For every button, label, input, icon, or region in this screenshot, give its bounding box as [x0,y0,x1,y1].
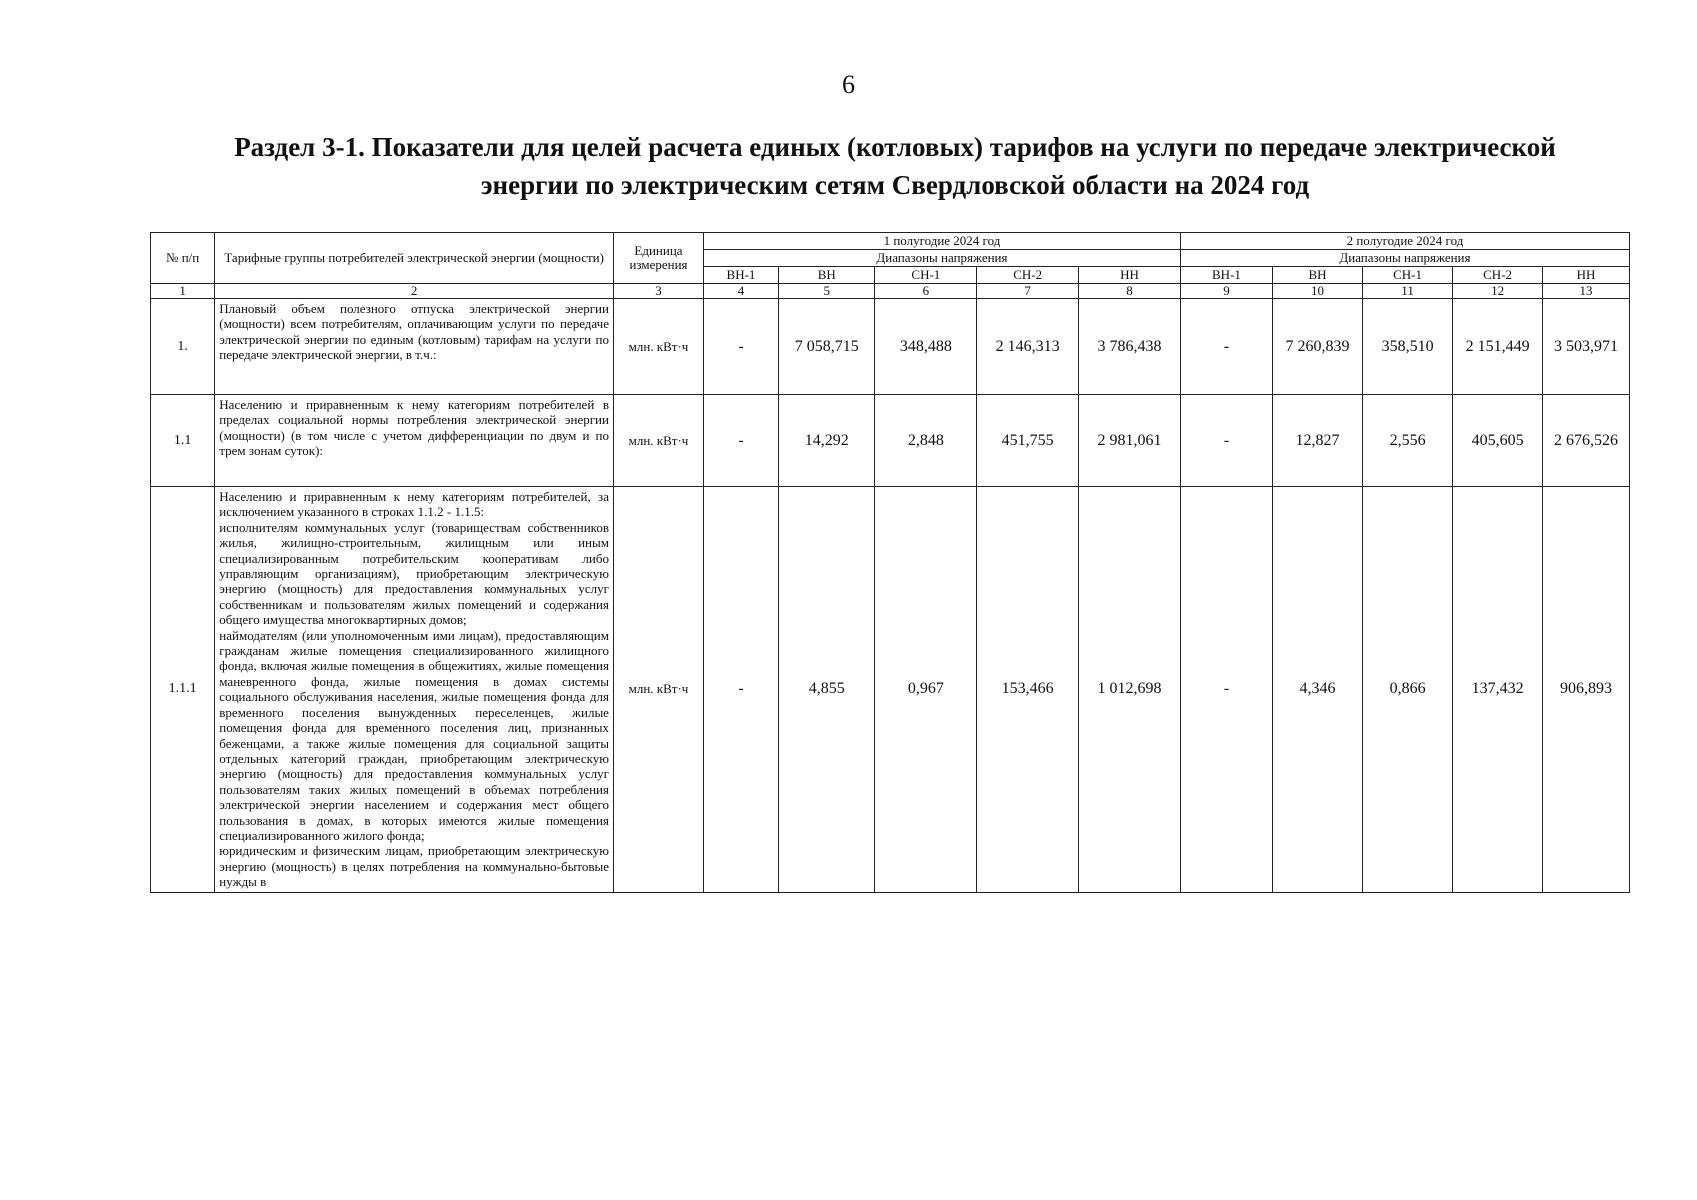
value-cell: - [1180,487,1272,893]
page-title [170,128,1620,204]
value-cell: - [703,299,778,395]
value-cell: 137,432 [1453,487,1543,893]
header-level: НН [1079,267,1181,284]
title-line-2: энергии по электрическим сетям Свердловской области на 2024 год [480,170,1310,200]
header-level: ВН-1 [1180,267,1272,284]
row-description [215,299,614,395]
table-row [151,299,1630,395]
value-cell: 348,488 [875,299,977,395]
row-description [215,395,614,487]
column-number: 8 [1079,284,1181,299]
header-unit: Единица измерения [613,233,703,284]
page-number: 6 [842,70,855,99]
row-description [215,487,614,893]
header-num: № п/п [151,233,215,284]
value-cell: 14,292 [779,395,875,487]
row-id: 1.1 [151,395,215,487]
column-number: 2 [215,284,614,299]
column-number: 4 [703,284,778,299]
row-id: 1. [151,299,215,395]
header-ranges-1: Диапазоны напряжения [703,250,1180,267]
column-numbers-row [151,284,1630,299]
column-number: 12 [1453,284,1543,299]
row-text: Плановый объем полезного отпуска электрической энергии (мощности) всем потребителям, оплачивающим услуги по передаче электрической энергии по единым (котловым) тарифам на услуги по передаче электрической энергии, в т.ч.: [219,301,609,363]
header-level: ВН [1273,267,1363,284]
value-cell: - [703,487,778,893]
value-cell: 0,967 [875,487,977,893]
row-unit: млн. кВт·ч [613,299,703,395]
header-half-1: 1 полугодие 2024 год [703,233,1180,250]
value-cell: - [1180,299,1272,395]
table-row [151,487,1630,893]
value-cell: 7 058,715 [779,299,875,395]
title-line-1: Раздел 3-1. Показатели для целей расчета единых (котловых) тарифов на услуги по передаче электрической [234,132,1556,162]
value-cell: 906,893 [1543,487,1630,893]
header-level: СН-1 [1363,267,1453,284]
row-text: юридическим и физическим лицам, приобретающим электрическую энергию (мощность) в целях потребления на коммунально-бытовые нужды в [219,843,609,890]
value-cell: 405,605 [1453,395,1543,487]
column-number: 11 [1363,284,1453,299]
value-cell: 451,755 [977,395,1079,487]
header-ranges-2: Диапазоны напряжения [1180,250,1629,267]
column-number: 1 [151,284,215,299]
column-number: 9 [1180,284,1272,299]
value-cell: - [703,395,778,487]
row-text: Населению и приравненным к нему категориям потребителей, за исключением указанного в строках 1.1.2 - 1.1.5: [219,489,609,520]
header-level: ВН-1 [703,267,778,284]
header-group: Тарифные группы потребителей электрической энергии (мощности) [215,233,614,284]
header-level: СН-2 [977,267,1079,284]
column-number: 7 [977,284,1079,299]
value-cell: 7 260,839 [1273,299,1363,395]
value-cell: 2,848 [875,395,977,487]
column-number: 13 [1543,284,1630,299]
value-cell: 153,466 [977,487,1079,893]
value-cell: 1 012,698 [1079,487,1181,893]
header-level: ВН [779,267,875,284]
value-cell: 3 786,438 [1079,299,1181,395]
value-cell: - [1180,395,1272,487]
row-unit: млн. кВт·ч [613,395,703,487]
value-cell: 2,556 [1363,395,1453,487]
row-unit: млн. кВт·ч [613,487,703,893]
value-cell: 3 503,971 [1543,299,1630,395]
row-text: исполнителям коммунальных услуг (товариществам собственников жилья, жилищно-строительным, жилищным или иным специализированным потребительским кооперативам либо управляющим организациям), приобретающим электрическую энергию (мощность) для предоставления коммунальных услуг собственникам и пользователям жилых помещений и содержания общего имущества многоквартирных домов; [219,519,609,628]
header-level: НН [1543,267,1630,284]
value-cell: 2 146,313 [977,299,1079,395]
value-cell: 12,827 [1273,395,1363,487]
value-cell: 4,346 [1273,487,1363,893]
header-level: СН-1 [875,267,977,284]
row-text: наймодателям (или уполномоченным ими лицам), предоставляющим гражданам жилые помещения специализированного жилищного фонда, включая жилые помещения в общежитиях, жилые помещения маневренного фонда, жилые помещения в домах системы социального обслуживания населения, жилые помещения фонда для временного поселения вынужденных переселенцев, жилые помещения фонда для временного поселения лиц, признанных беженцами, а также жилые помещения для социальной защиты отдельных категорий граждан, приобретающим электрическую энергию (мощность) для предоставления коммунальных услуг пользователям таких жилых помещений в объемах потребления электрической энергии населением и содержания мест общего пользования в домах, в которых имеются жилые помещения специализированного жилого фонда; [219,627,609,843]
row-id: 1.1.1 [151,487,215,893]
value-cell: 4,855 [779,487,875,893]
header-level: СН-2 [1453,267,1543,284]
header-half-2: 2 полугодие 2024 год [1180,233,1629,250]
column-number: 5 [779,284,875,299]
value-cell: 358,510 [1363,299,1453,395]
value-cell: 2 151,449 [1453,299,1543,395]
table-row [151,395,1630,487]
column-number: 6 [875,284,977,299]
value-cell: 2 981,061 [1079,395,1181,487]
tariff-table [150,232,1630,893]
row-text: Населению и приравненным к нему категориям потребителей в пределах социальной нормы потребления электрической энергии (мощности) (в том числе с учетом дифференциации по двум и по трем зонам суток): [219,397,609,459]
value-cell: 0,866 [1363,487,1453,893]
column-number: 3 [613,284,703,299]
column-number: 10 [1273,284,1363,299]
value-cell: 2 676,526 [1543,395,1630,487]
